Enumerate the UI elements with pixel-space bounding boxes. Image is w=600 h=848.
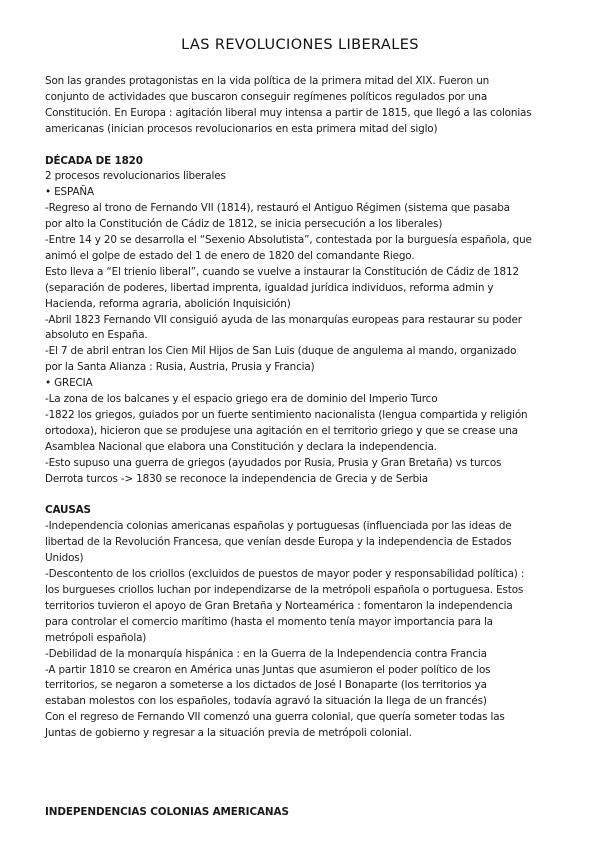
section-body: -Independencia colonias americanas españolas y portuguesas (influenciada por las ideas de libertad de la Revolución Francesa, que venían desde Europa y la independencia de Estados Unidos) -Descontento de los criollos (excluidos de puestos de mayor poder y responsabilidad política) : los burgueses criollos luchan por independizarse de la metrópoli española o portuguesa. Estos territorios tuvieron el apoyo de Gran Bretaña y Norteamérica : fomentaron la independencia para controlar el comercio marítimo (hasta el momento tenía mayor importancia para la metrópoli española) -Debilidad de la monarquía hispánica : en la Guerra de la Independencia contra Francia -A partir 1810 se crearon en América unas Juntas que asumieron el poder político de los territorios, se negaron a someterse a los dictados de José I Bonaparte (los territorios ya estaban molestos con los españoles, todavía agravó la situación la llega de un francés) Con el regreso de Fernando VII comenzó una guerra colonial, que quería someter todas las Juntas de gobierno y regresar a la situación previa de metrópoli colonial. — [45, 520, 525, 740]
document-content — [45, 74, 565, 758]
final-section-heading: INDEPENDENCIAS COLONIAS AMERICANAS — [45, 806, 289, 818]
intro-paragraph: Son las grandes protagonistas en la vida política de la primera mitad del XIX. Fueron un conjunto de actividades que buscaron conseguir regímenes políticos regulados por una Constitución. En Europa : agitación liberal muy intensa a partir de 1815, que llegó a las colonias americanas (inician procesos revolucionarios en esta primera mitad del siglo) — [45, 75, 532, 135]
section-decada-1820 — [45, 154, 565, 488]
section-causas — [45, 503, 565, 742]
section-body: 2 procesos revolucionarios liberales • ESPAÑA -Regreso al trono de Fernando VII (1814), restauró el Antiguo Régimen (sistema que pasaba por alto la Constitución de Cádiz de 1812, se inicia persecución a los liberales) -Entre 14 y 20 se desarrolla el “Sexenio Absolutista”, contestada por la burguesía española, que animó el golpe de estado del 1 de enero de 1820 del comandante Riego. Esto lleva a “El trienio liberal”, cuando se vuelve a instaurar la Constitución de Cádiz de 1812 (separación de poderes, libertad imprenta, igualdad jurídica individuos, reforma admin y Hacienda, reforma agraria, abolición Inquisición) -Abril 1823 Fernando VII consiguió ayuda de las monarquías europeas para restaurar su poder absoluto en España. -El 7 de abril entran los Cien Mil Hijos de San Luis (duque de angulema al mando, organizado por la Santa Alianza : Rusia, Austria, Prusia y Francia) • GRECIA -La zona de los balcanes y el espacio griego era de dominio del Imperio Turco -1822 los griegos, guiados por un fuerte sentimiento nacionalista (lengua compartida y religión ortodoxa), hicieron que se produjese una agitación en el territorio griego y que se crease una Asamblea Nacional que elabora una Constitución y declara la independencia. -Esto supuso una guerra de griegos (ayudados por Rusia, Prusia y Gran Bretaña) vs turcos Derrota turcos -> 1830 se reconoce la independencia de Grecia y de Serbia — [45, 170, 532, 485]
section-heading: CAUSAS — [45, 504, 91, 517]
page-title: LAS REVOLUCIONES LIBERALES — [181, 37, 419, 53]
section-heading: DÉCADA DE 1820 — [45, 154, 143, 167]
